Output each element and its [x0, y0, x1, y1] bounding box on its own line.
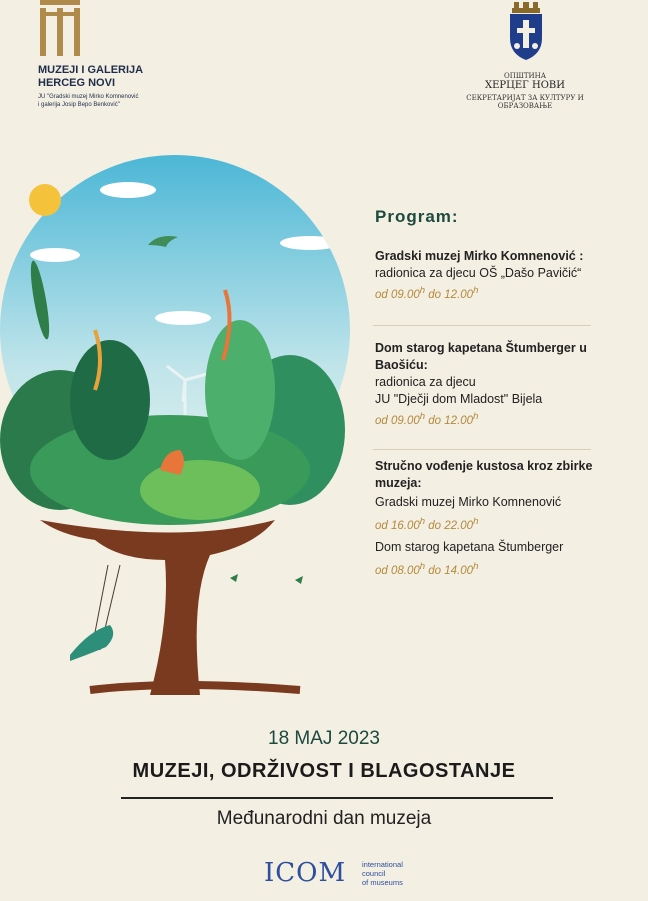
venue-name: Gradski muzej Mirko Komnenović [375, 495, 562, 509]
venue-title: muzeja: [375, 476, 422, 490]
museum-logo-icon [38, 0, 82, 58]
municipality-prefix: ОПШТИНА [503, 72, 546, 80]
tree-globe-illustration [0, 150, 360, 710]
subtitle: Međunarodni dan muzeja [216, 808, 432, 829]
venue-title: Baošiću: [375, 358, 428, 372]
event-description: radionica za djecu OŠ „Dašo Pavičić“ [375, 266, 582, 280]
divider [373, 325, 591, 326]
venue-title: Dom starog kapetana Štumberger u [375, 341, 587, 355]
event-time: od 16.00$^h$ do 22.00$^h$ [375, 516, 479, 532]
divider [373, 449, 591, 450]
program-block-1 [375, 248, 605, 304]
icom-logo: ICOM [264, 858, 347, 888]
event-time: od 09.00$^h$ do 12.00$^h$ [375, 411, 479, 427]
event-date: 18 MAJ 2023 [268, 728, 380, 749]
child-on-swing-icon [70, 625, 113, 661]
venue-title: Gradski muzej Mirko Komnenović : [375, 249, 584, 263]
event-description: JU "Dječji dom Mladost" Bijela [375, 392, 543, 406]
municipality-name: ХЕРЦЕГ НОВИ [485, 80, 565, 91]
sun-icon [29, 184, 61, 216]
program-heading: Program: [375, 207, 459, 226]
org-subtitle: JU "Gradski muzej Mirko Komnenović i galerija Josip Bepo Benković" [38, 94, 139, 108]
municipality-crest-icon [506, 2, 546, 60]
venue-name: Dom starog kapetana Štumberger [375, 539, 564, 554]
main-title: MUZEJI, ODRŽIVOST I BLAGOSTANJE [132, 760, 516, 782]
secretariat-name: СЕКРЕТАРИЈАТ ЗА КУЛТУРУ И ОБРАЗОВАЊЕ [466, 94, 584, 110]
title-rule [121, 797, 553, 799]
program-block-2 [375, 340, 605, 430]
event-time: od 08.00$^h$ do 14.00$^h$ [375, 560, 479, 577]
event-time: od 09.00$^h$ do 12.00$^h$ [375, 285, 479, 301]
org-name: MUZEJI I GALERIJA HERCEG NOVI [38, 64, 144, 89]
tree-trunk [40, 520, 275, 695]
icom-caption: international council of museums [362, 860, 403, 887]
venue-title: Stručno vođenje kustosa kroz zbirke [375, 459, 593, 473]
event-description: radionica za djecu [375, 375, 476, 389]
program-block-3 [375, 458, 605, 580]
